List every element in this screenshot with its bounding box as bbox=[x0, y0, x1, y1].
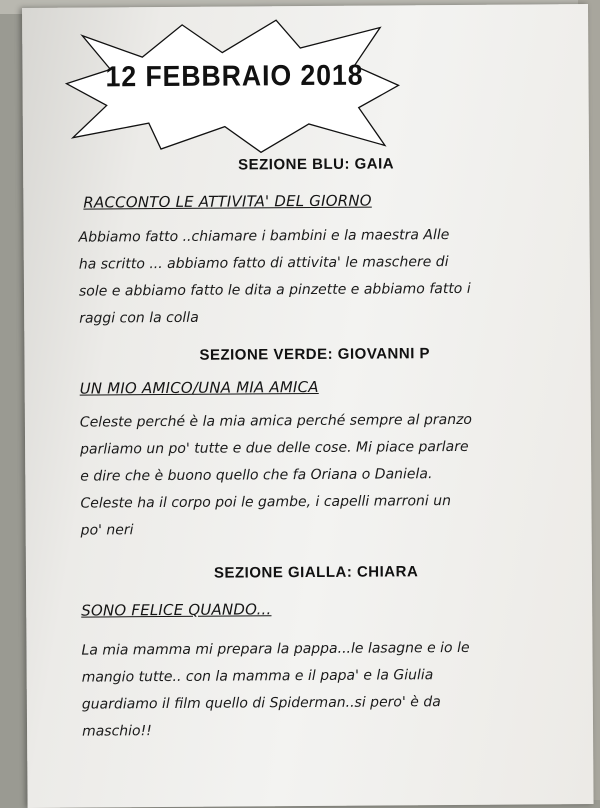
text-line: Abbiamo fatto ..chiamare i bambini e la maestra Alle bbox=[78, 227, 450, 246]
text-line: po' neri bbox=[80, 522, 134, 539]
text-line: guardiamo il film quello di Spiderman..si pero' è da bbox=[81, 694, 441, 713]
section-header-verde: SEZIONE VERDE: GIOVANNI P bbox=[199, 345, 431, 364]
text-line: raggi con la colla bbox=[79, 309, 199, 327]
text-line: maschio!! bbox=[81, 723, 152, 740]
section-header-gialla: SEZIONE GIALLA: CHIARA bbox=[213, 563, 419, 582]
section-text-gialla bbox=[81, 634, 562, 745]
paper-sheet bbox=[22, 4, 594, 808]
text-line: e dire che è buono quello che fa Oriana o Daniela. bbox=[80, 466, 433, 485]
section-topic-gialla: SONO FELICE QUANDO... bbox=[81, 600, 272, 620]
text-line: mangio tutte.. con la mamma e il papa' e la Giulia bbox=[81, 667, 434, 686]
text-line: parliamo un po' tutte e due delle cose. Mi piace parlare bbox=[80, 438, 469, 458]
section-topic-verde: UN MIO AMICO/UNA MIA AMICA bbox=[79, 377, 319, 398]
text-line: Celeste perché è la mia amica perché sempre al pranzo bbox=[79, 411, 473, 431]
section-topic-blu: RACCONTO LE ATTIVITA' DEL GIORNO bbox=[83, 191, 372, 212]
date-banner bbox=[64, 15, 405, 157]
date-title: 12 FEBBRAIO 2018 bbox=[105, 59, 364, 94]
text-line: ha scritto ... abbiamo fatto di attivita' le maschere di bbox=[78, 254, 449, 273]
text-line: La mia mamma mi prepara la pappa...le lasagne e io le bbox=[81, 639, 470, 659]
text-line: sole e abbiamo fatto le dita a pinzette e abbiamo fatto i bbox=[78, 280, 471, 300]
text-line: Celeste ha il corpo poi le gambe, i capelli marroni un bbox=[80, 493, 452, 512]
section-header-blu: SEZIONE BLU: GAIA bbox=[238, 155, 395, 174]
section-text-verde bbox=[80, 406, 561, 544]
section-text-blu bbox=[79, 221, 560, 332]
